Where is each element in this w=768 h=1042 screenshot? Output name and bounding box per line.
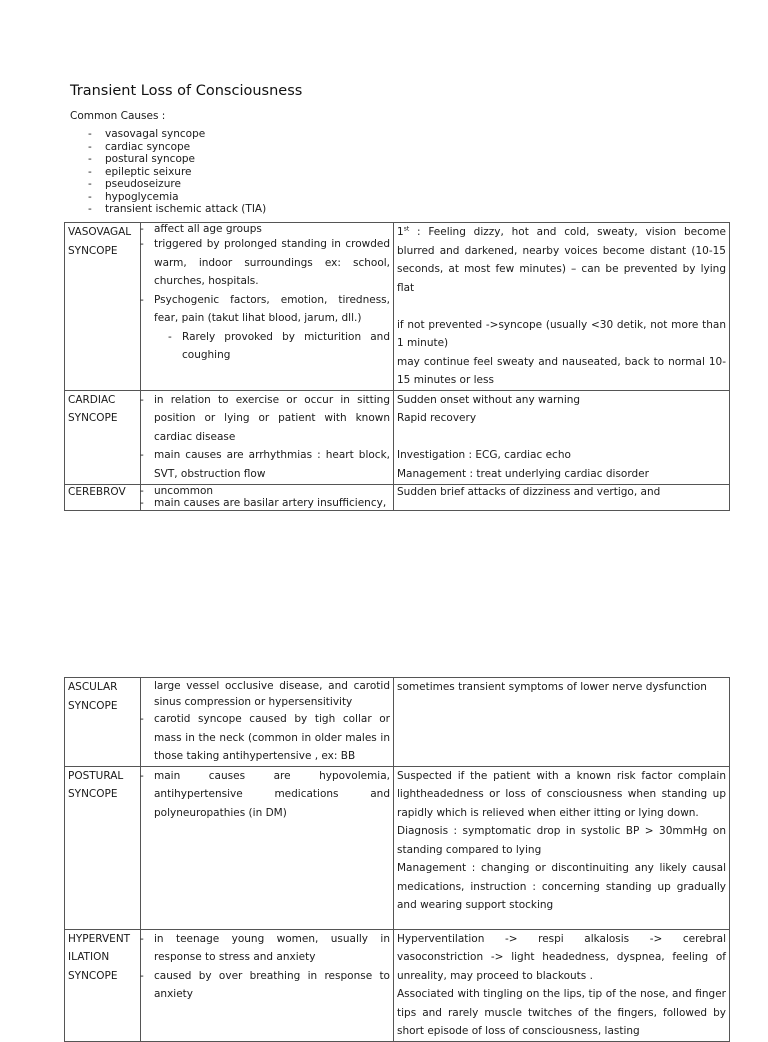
description-cell: Suspected if the patient with a known risk factor complain lightheadedness or loss of consciousness when standing up rapidly which is relieved when either itting or lying down. Diagnosis : symptomatic drop in systolic BP > 30mmHg on standing compared to lying Management : changing or discontinuiting any likely causal medications, instruction : concerning standing up gradually and wearing support stocking	[394, 766, 730, 929]
list-item: - hypoglycemia	[88, 190, 179, 203]
row-name-cell: CARDIAC SYNCOPE	[65, 390, 141, 484]
list-item: - carotid syncope caused by tigh collar or mass in the neck (common in older males in those taking antihypertensive , ex: BB	[140, 713, 390, 762]
list-item: - postural syncope	[88, 153, 195, 165]
list-item: - cardiac syncope	[88, 140, 191, 153]
syncope-table-bottom	[64, 677, 730, 1042]
row-name-cell: HYPERVENT ILATION SYNCOPE	[65, 929, 141, 1041]
list-item: - vasovagal syncope	[88, 128, 206, 140]
table-row	[65, 766, 730, 929]
common-causes-label: Common Causes :	[70, 110, 166, 122]
list-item: - main causes are hypovolemia, antihypertensive medications and polyneuropathies (in DM)	[140, 769, 390, 819]
row-name-cell: POSTURAL SYNCOPE	[65, 766, 141, 929]
list-item: - uncommon	[140, 484, 214, 497]
list-item: - in teenage young women, usually in response to stress and anxiety	[140, 932, 390, 963]
syncope-table-top	[64, 222, 730, 511]
list-item: - caused by over breathing in response to anxiety	[140, 969, 390, 1000]
table-row	[65, 223, 730, 391]
list-item: - in relation to exercise or occur in sitting position or lying or patient with known cardiac disease	[140, 393, 390, 443]
list-item: - Rarely provoked by micturition and coughing	[168, 330, 390, 361]
list-item: - pseudoseizure	[88, 178, 181, 190]
row-name-cell: VASOVAGAL SYNCOPE	[65, 223, 141, 391]
list-item: - epileptic seixure	[88, 165, 192, 178]
description-cell: Sudden brief attacks of dizziness and vertigo, and	[394, 484, 730, 510]
list-item: large vessel occlusive disease, and carotid sinus compression or hypersensitivity	[154, 680, 390, 708]
table-row	[65, 678, 730, 767]
page-title: Transient Loss of Consciousness	[70, 83, 303, 99]
list-item: - transient ischemic attack (TIA)	[88, 203, 267, 215]
table-row	[65, 929, 730, 1041]
row-name-cell: CEREBROV	[65, 484, 141, 510]
row-name-cell: ASCULAR SYNCOPE	[65, 678, 141, 767]
table-row	[65, 390, 730, 484]
causes-list	[88, 128, 266, 216]
list-item: - triggered by prolonged standing in crowded warm, indoor surroundings ex: school, churches, hospitals.	[140, 238, 390, 287]
list-item: - main causes are basilar artery insufficiency,	[140, 496, 387, 509]
features-cell	[141, 766, 394, 929]
features-cell	[141, 390, 394, 484]
list-item: - Psychogenic factors, emotion, tiredness, fear, pain (takut lihat blood, jarum, dll.)	[140, 293, 390, 324]
features-cell	[141, 929, 394, 1041]
description-cell: Hyperventilation -> respi alkalosis -> cerebral vasoconstriction -> light headedness, dyspnea, feeling of unreality, may proceed to blackouts . Associated with tingling on the lips, tip of the nose, and finger tips and rarely muscle twitches of the fingers, followed by short episode of loss of consciousness, lasting	[394, 929, 730, 1041]
features-cell	[141, 678, 394, 767]
description-cell: sometimes transient symptoms of lower nerve dysfunction	[394, 678, 730, 767]
table-row	[65, 484, 730, 510]
list-item: - affect all age groups	[140, 223, 262, 235]
list-item: - main causes are arrhythmias : heart block, SVT, obstruction flow	[140, 449, 390, 480]
features-cell	[141, 484, 394, 510]
description-cell: 1st : Feeling dizzy, hot and cold, sweaty, vision become blurred and darkened, nearby voices become distant (10-15 seconds, at most few minutes) – can be prevented by lying flat if not prevented ->syncope (usually <30 detik, not more than 1 minute) may continue feel sweaty and nauseated, back to normal 10-15 minutes or less	[394, 223, 730, 391]
description-cell: Sudden onset without any warning Rapid recovery Investigation : ECG, cardiac echo Management : treat underlying cardiac disorder	[394, 390, 730, 484]
features-cell	[141, 223, 394, 391]
